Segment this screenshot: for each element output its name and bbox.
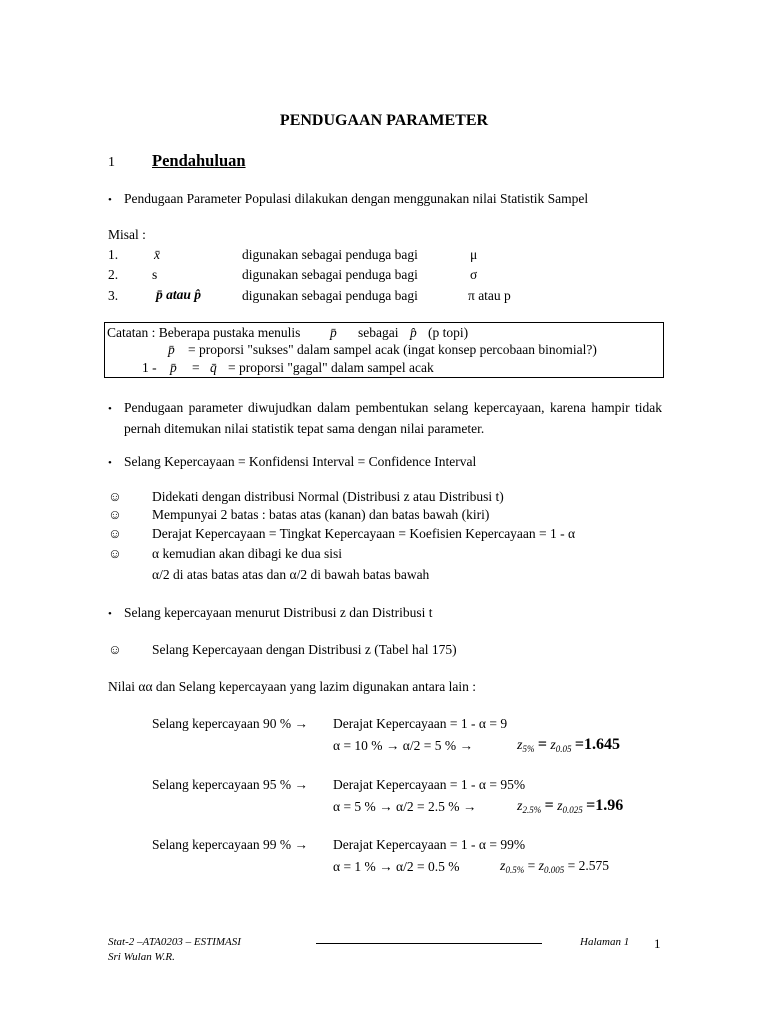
z-value: 1.96 [595, 797, 624, 814]
interval-label: Selang kepercayaan 90 % → [152, 716, 308, 731]
smiley-icon: ☺ [108, 489, 122, 504]
equals: = [574, 736, 585, 753]
z-formula [517, 736, 620, 754]
page-number: 1 [654, 936, 661, 951]
footer-author: Sri Wulan W.R. [108, 951, 175, 963]
equals: = [527, 858, 536, 873]
p-bar-symbol: p̄ [330, 325, 337, 340]
section-heading: Pendahuluan [152, 151, 246, 170]
z-subscript: 0.5% [505, 865, 525, 875]
misal-symbol: x̄ [154, 247, 160, 262]
misal-param: μ [470, 247, 478, 262]
smiley-text: Mempunyai 2 batas : batas atas (kanan) dan batas bawah (kiri) [152, 507, 490, 522]
z-formula [517, 797, 623, 815]
smiley-icon: ☺ [108, 642, 122, 657]
smiley-icon: ☺ [108, 546, 122, 561]
bullet-text: Pendugaan parameter diwujudkan dalam pembentukan selang kepercayaan, karena hampir tidak pernah ditemukan nilai statistik tepat sama dengan nilai parameter. [124, 400, 662, 436]
misal-desc: digunakan sebagai penduga bagi [242, 247, 418, 262]
misal-num: 1. [108, 247, 119, 262]
catatan-text: = [192, 360, 200, 375]
footer-course: Stat-2 –ATA0203 – ESTIMASI [108, 936, 241, 948]
misal-label: Misal : [108, 227, 146, 242]
misal-param: π atau p [468, 288, 511, 303]
bullet-icon: • [108, 457, 112, 469]
bullet-text: Selang kepercayaan menurut Distribusi z dan Distribusi t [124, 605, 433, 620]
smiley-icon: ☺ [108, 507, 122, 522]
catatan-text: (p topi) [428, 325, 469, 340]
p-bar-symbol: p̄ [170, 360, 177, 375]
z-subscript: 0.05 [555, 744, 572, 754]
p-hat-symbol: p̂ [410, 325, 417, 340]
interval-label: Selang kepercayaan 95 % → [152, 777, 308, 792]
equals: = [586, 797, 596, 814]
interval-calc: α = 10 % → α/2 = 5 % → [333, 738, 473, 753]
misal-param: σ [470, 267, 478, 282]
z-letter: z [557, 799, 563, 814]
misal-desc: digunakan sebagai penduga bagi [242, 288, 418, 303]
z-subscript: 0.025 [562, 805, 583, 815]
misal-desc: digunakan sebagai penduga bagi [242, 267, 418, 282]
z-letter: z [517, 799, 523, 814]
interval-calc: α = 5 % → α/2 = 2.5 % → [333, 799, 477, 814]
q-bar-symbol: q̄ [210, 360, 217, 375]
interval-calc: α = 1 % → α/2 = 0.5 % [333, 859, 460, 874]
bullet-text: Pendugaan Parameter Populasi dilakukan dengan menggunakan nilai Statistik Sampel [124, 191, 589, 206]
z-subscript: 2.5% [522, 805, 542, 815]
misal-symbol: p̄ atau p̂ [156, 287, 202, 302]
catatan-text: sebagai [358, 325, 399, 340]
z-formula [500, 858, 609, 875]
smiley-text: α kemudian akan dibagi ke dua sisi [152, 546, 343, 561]
page-title: PENDUGAAN PARAMETER [279, 112, 489, 129]
footer-page-label: Halaman 1 [580, 936, 630, 948]
z-value: 2.575 [578, 858, 610, 873]
catatan-text: 1 - [142, 360, 157, 375]
z-letter: z [500, 859, 506, 874]
z-value: 1.645 [584, 736, 621, 753]
bullet-icon: • [108, 608, 112, 620]
equals: = [544, 797, 554, 814]
footer-divider [316, 943, 542, 944]
smiley-text: Didekati dengan distribusi Normal (Distribusi z atau Distribusi t) [152, 489, 504, 504]
bullet-text: Selang Kepercayaan = Konfidensi Interval = Confidence Interval [124, 454, 477, 469]
interval-degree: Derajat Kepercayaan = 1 - α = 95% [333, 777, 526, 792]
z-letter: z [550, 738, 556, 753]
section-number: 1 [108, 155, 115, 170]
p-bar-symbol: p̄ [168, 342, 175, 357]
z-subscript: 5% [522, 744, 535, 754]
interval-label: Selang kepercayaan 99 % → [152, 837, 308, 852]
bullet-icon: • [108, 194, 112, 206]
smiley-icon: ☺ [108, 526, 122, 541]
interval-degree: Derajat Kepercayaan = 1 - α = 9 [333, 716, 508, 731]
z-letter: z [517, 738, 523, 753]
catatan-text: Catatan : Beberapa pustaka menulis [107, 325, 301, 340]
misal-num: 2. [108, 267, 119, 282]
z-letter: z [538, 859, 545, 874]
smiley-text: Derajat Kepercayaan = Tingkat Kepercayaan = Koefisien Kepercayaan = 1 - α [152, 526, 576, 541]
smiley-text: Selang Kepercayaan dengan Distribusi z (Tabel hal 175) [152, 642, 457, 657]
equals: = [537, 736, 547, 753]
interval-degree: Derajat Kepercayaan = 1 - α = 99% [333, 837, 526, 852]
nilai-line: Nilai αα dan Selang kepercayaan yang lazim digunakan antara lain : [108, 679, 477, 694]
smiley-continuation: α/2 di atas batas atas dan α/2 di bawah batas bawah [152, 567, 430, 582]
catatan-text: = proporsi "sukses" dalam sampel acak (ingat konsep percobaan binomial?) [188, 342, 597, 357]
equals: = [567, 858, 576, 873]
z-subscript: 0.005 [544, 865, 565, 875]
misal-symbol: s [152, 267, 158, 282]
misal-num: 3. [108, 288, 119, 303]
bullet-icon: • [108, 403, 112, 415]
catatan-text: = proporsi "gagal" dalam sampel acak [228, 360, 434, 375]
